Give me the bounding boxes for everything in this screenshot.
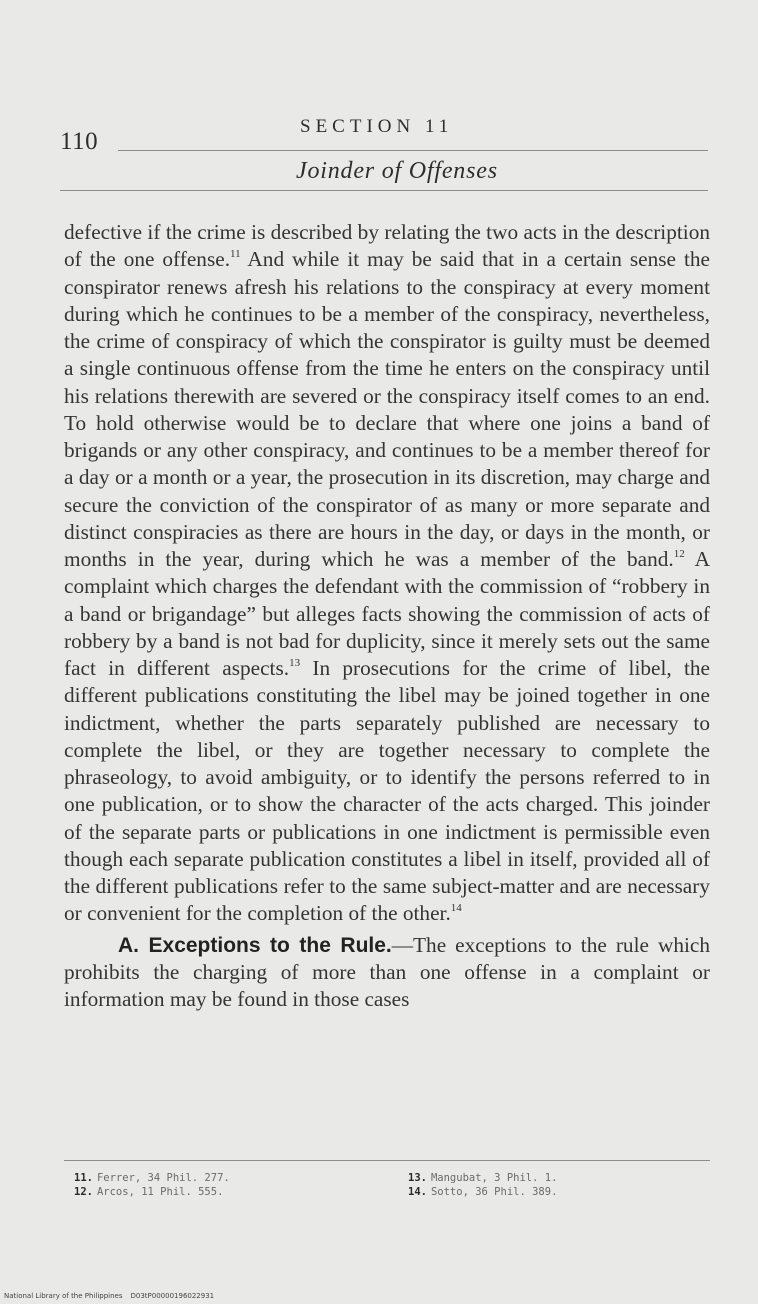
footnote-11: [74, 1171, 230, 1185]
text-segment: And while it may be said that in a certain sense the conspirator renews afresh his relations to the conspiracy at every moment during which he continues to be a member of the conspiracy, nevertheless, the crime of conspiracy of which the conspirator is guilty must be deemed a single continuous offense from the time he enters on the conspiracy until his relations therewith are severed or the conspiracy itself comes to an end. To hold otherwise would be to declare that where one joins a band of brigands or any other conspiracy, and continues to be a member thereof for a day or a month or a year, the prosecution in its discretion, may charge and secure the conviction of the conspirator of as many or more separate and distinct conspiracies as there are hours in the day, or days in the month, or months in the year, during which he was a member of the band.: [64, 247, 710, 571]
library-name: National Library of the Philippines: [4, 1292, 123, 1300]
footnote-number: 13.: [408, 1172, 427, 1184]
footnote-ref-11: 11: [230, 248, 241, 261]
header-rule: [118, 150, 708, 151]
body-text: [64, 219, 710, 1013]
running-title: Joinder of Offenses: [296, 158, 498, 184]
footnotes-left: [74, 1171, 230, 1199]
footnote-number: 14.: [408, 1186, 427, 1198]
footnote-text: Mangubat, 3 Phil. 1.: [430, 1172, 558, 1184]
paragraph-1: [64, 219, 710, 928]
footnote-12: [74, 1185, 230, 1199]
footnotes-right: [408, 1171, 557, 1199]
footnote-text: Ferrer, 34 Phil. 277.: [96, 1172, 230, 1184]
page-number: 110: [60, 128, 99, 155]
text-segment: defective if the crime is described by relating the two acts in the description of the one offense.: [64, 220, 710, 272]
footnote-text: Arcos, 11 Phil. 555.: [96, 1186, 224, 1198]
text-segment: —The exceptions to the rule which prohibits the charging of more than one offense in a complaint or information may be found in those cases: [64, 932, 710, 1011]
footnote-13: [408, 1171, 557, 1185]
footnote-rule: [64, 1160, 710, 1161]
footnote-text: Sotto, 36 Phil. 389.: [430, 1186, 558, 1198]
scan-credit: [4, 1292, 222, 1300]
footnote-number: 12.: [74, 1186, 93, 1198]
text-segment: A complaint which charges the defendant with the commission of “robbery in a band or brigandage” but alleges facts showing the commission of acts of robbery by a band is not bad for duplicity, since it merely sets out the same fact in different aspects.: [64, 547, 711, 680]
paragraph-2: [64, 932, 710, 1014]
footnote-ref-14: 14: [450, 902, 462, 915]
scan-id: D03tP00000196022931: [130, 1292, 215, 1300]
footnote-ref-12: 12: [673, 548, 685, 560]
text-segment: In prosecutions for the crime of libel, the different publications constituting the libel may be joined together in one indictment, whether the parts separately published are necessary to complete the libel, or they are together necessary to complete the phraseology, to avoid ambiguity, or to identify the persons referred to in one publication, or to show the character of the acts charged. This joinder of the separate parts or publications in one indictment is permissible even though each separate publication constitutes a libel in itself, provided all of the different publications refer to the same subject-matter and are necessary or convenient for the completion of the other.: [64, 656, 711, 926]
footnote-ref-13: 13: [289, 657, 301, 669]
section-title: SECTION 11: [300, 116, 454, 137]
footnote-number: 11.: [74, 1172, 93, 1184]
footnote-14: [408, 1185, 557, 1199]
title-rule: [60, 190, 708, 191]
subsection-heading: A. Exceptions to the Rule.: [118, 933, 392, 957]
